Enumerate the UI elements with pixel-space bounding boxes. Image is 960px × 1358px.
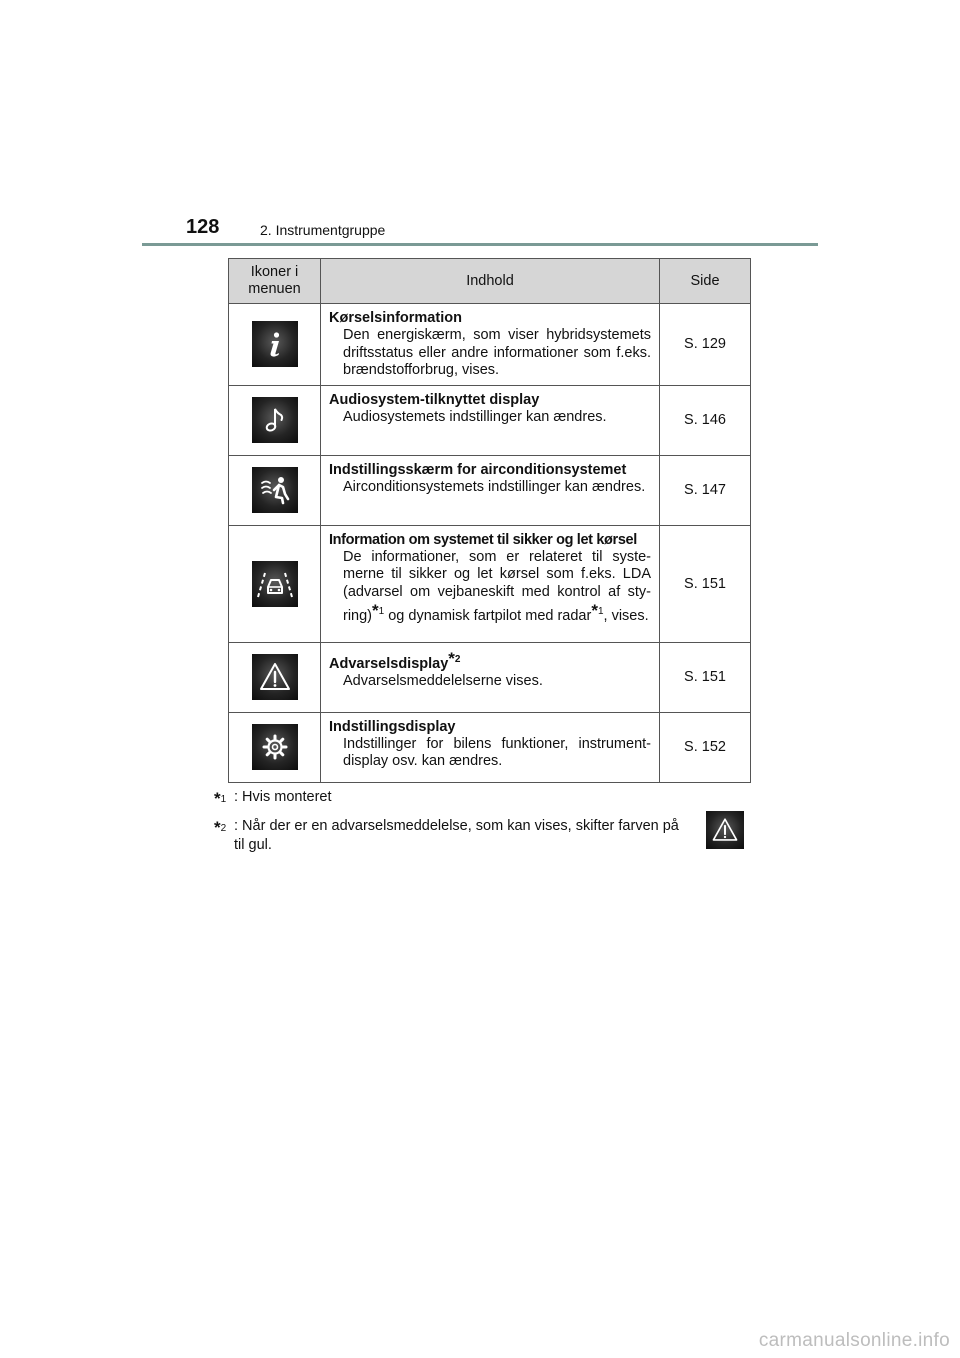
music-note-icon: [252, 397, 298, 443]
page-reference: S. 129: [660, 304, 751, 386]
content-cell: [321, 304, 660, 386]
footnote-ref-2: 2: [454, 653, 461, 665]
footnote-ref-1: 1: [597, 606, 604, 618]
settings-gear-icon: [252, 724, 298, 770]
table-row: [229, 385, 751, 455]
row-description: Indstillinger for bilens funktioner, instrument-display osv. kan ændres.: [343, 735, 651, 770]
info-icon: [252, 321, 298, 367]
footnote-star: *: [591, 601, 598, 621]
row-title-text: Advarselsdisplay: [329, 655, 449, 672]
footnote-number: 1: [220, 794, 227, 806]
content-cell: [321, 525, 660, 642]
footnote-star: *: [448, 648, 455, 668]
description-part: , vises.: [603, 608, 649, 625]
page-reference: S. 151: [660, 642, 751, 712]
table-header-row: [229, 259, 751, 304]
table-row: [229, 304, 751, 386]
footnote-star: *: [372, 601, 379, 621]
row-title: Audiosystem-tilknyttet display: [329, 391, 540, 408]
table-row: [229, 525, 751, 642]
footnotes: [214, 788, 754, 855]
driving-assist-icon: [252, 561, 298, 607]
row-title: Indstillingsdisplay: [329, 718, 456, 735]
table-row: [229, 642, 751, 712]
warning-triangle-icon: [706, 811, 744, 849]
row-description: Den energiskærm, som viser hybridsystemets driftsstatus eller andre informationer som f.eks. brændstofforbrug, vises.: [343, 327, 651, 379]
icon-cell: [229, 712, 321, 782]
footnote-1: [214, 788, 754, 807]
row-description: [329, 549, 651, 626]
content-cell: [321, 385, 660, 455]
content-cell: [321, 455, 660, 525]
description-part: og dynamisk fartpilot med radar: [388, 608, 592, 625]
content-cell: [321, 712, 660, 782]
row-description: Advarselsmeddelelserne vises.: [343, 672, 543, 689]
footnote-text: : Når der er en advarselsmeddelelse, som kan vises, skifter farven på: [234, 817, 679, 834]
watermark: carmanualsonline.info: [758, 1330, 950, 1351]
page-number: 128: [186, 216, 220, 238]
row-description: Airconditionsystemets indstillinger kan ændres.: [343, 478, 646, 495]
footnote-2: [214, 817, 754, 855]
column-header-page: Side: [660, 259, 751, 304]
icon-cell: [229, 304, 321, 386]
footnote-marker: [214, 788, 226, 814]
row-description: Audiosystemets indstillinger kan ændres.: [343, 408, 607, 425]
footnote-number: 2: [220, 823, 227, 835]
chapter-title: 2. Instrumentgruppe: [260, 222, 386, 238]
footnote-star: *: [214, 817, 221, 837]
page-reference: S. 152: [660, 712, 751, 782]
column-header-content: Indhold: [321, 259, 660, 304]
page-reference: S. 151: [660, 525, 751, 642]
icon-cell: [229, 642, 321, 712]
content-cell: [321, 642, 660, 712]
row-title: Indstillingsskærm for airconditionsystemet: [329, 461, 627, 478]
page-reference: S. 147: [660, 455, 751, 525]
footnote-continuation: til gul.: [234, 836, 272, 853]
footnote-star: *: [214, 789, 221, 808]
column-header-icons: Ikoner i menuen: [229, 259, 321, 304]
footnote-text: : Hvis monteret: [234, 789, 332, 805]
description-part: De informationer, som er relateret til syste-merne til sikker og let kørsel som f.eks. LDA (advarsel om vejbaneskift med kontrol af sty-ring): [343, 548, 651, 625]
icon-cell: [229, 525, 321, 642]
row-title: [329, 649, 651, 673]
table-row: [229, 712, 751, 782]
header-rule: [142, 243, 818, 246]
air-conditioning-icon: [252, 467, 298, 513]
icon-cell: [229, 455, 321, 525]
row-title: Kørselsinformation: [329, 310, 462, 326]
menu-icons-table: [228, 258, 751, 783]
row-title: Information om systemet til sikker og let kørsel: [329, 531, 637, 548]
table-row: [229, 455, 751, 525]
footnote-marker: [214, 817, 226, 843]
warning-triangle-icon: [252, 654, 298, 700]
icon-cell: [229, 385, 321, 455]
footnote-ref-1: 1: [378, 606, 385, 618]
page-reference: S. 146: [660, 385, 751, 455]
